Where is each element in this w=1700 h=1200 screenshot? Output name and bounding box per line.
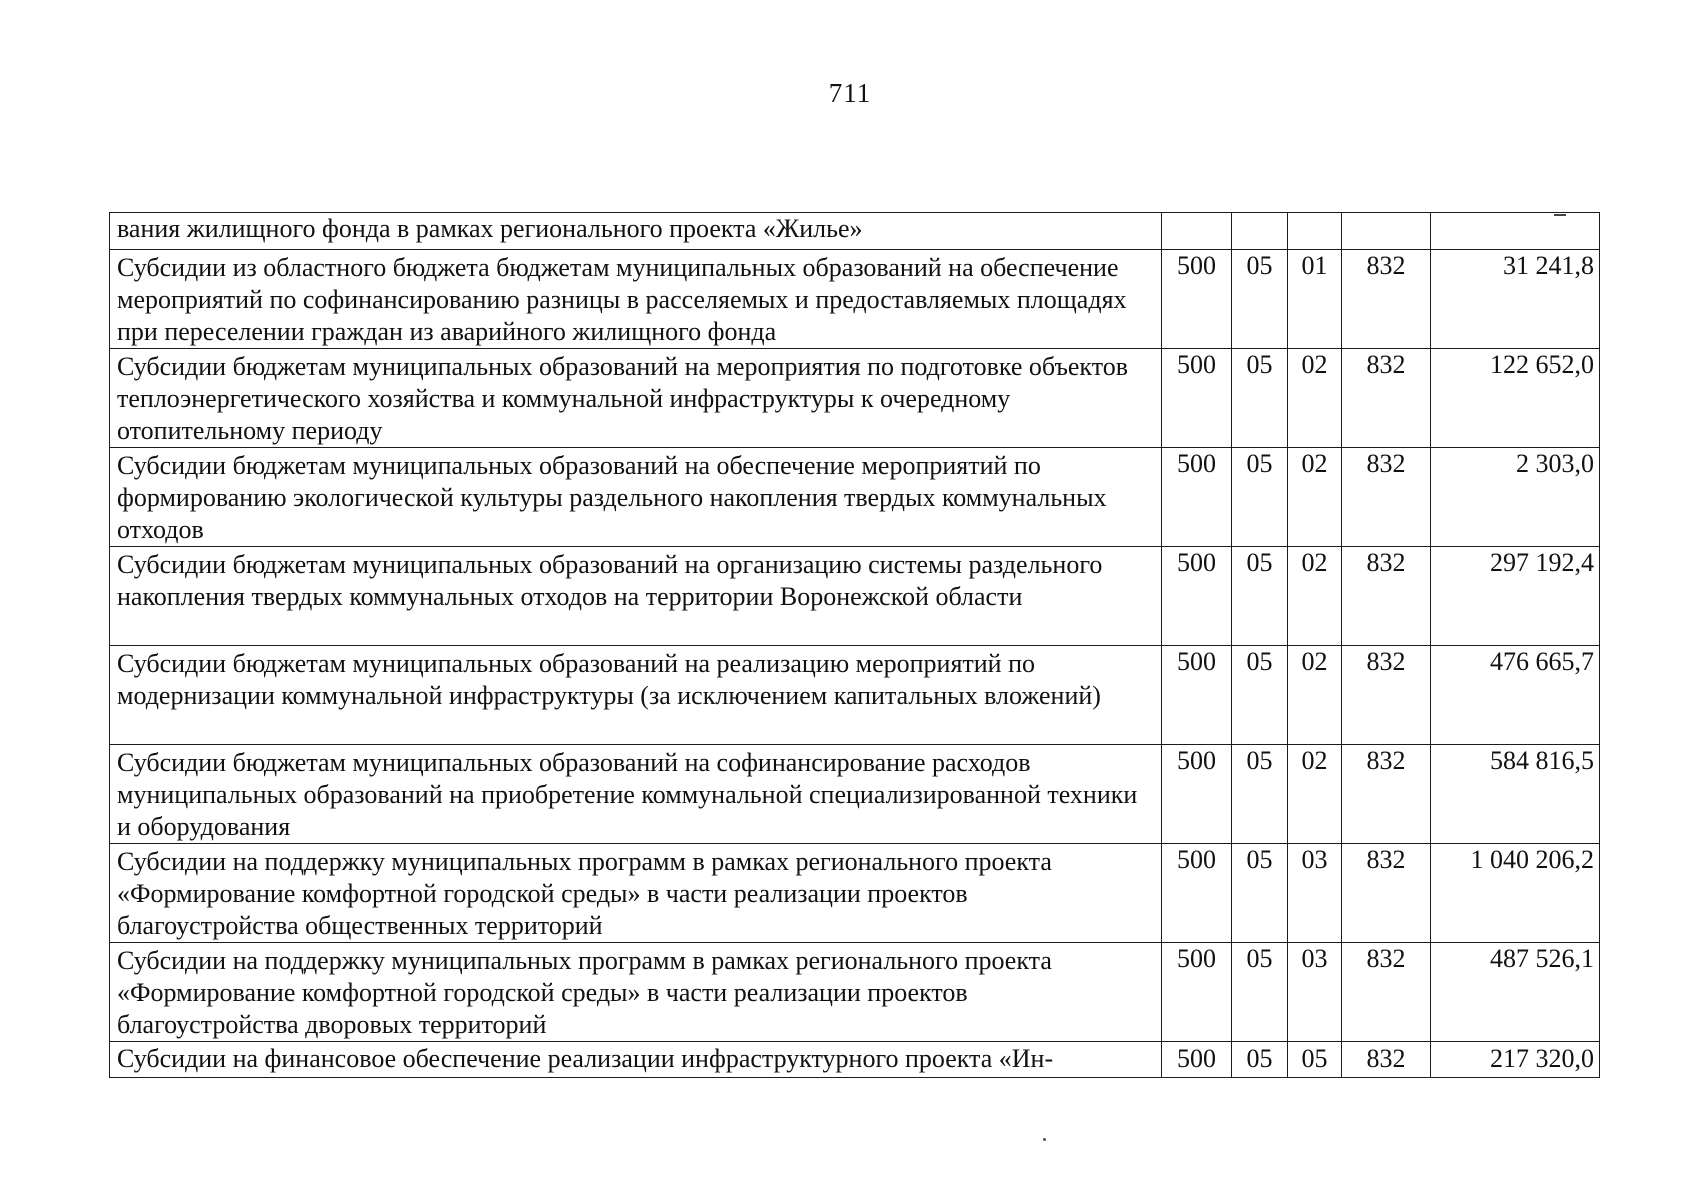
code-rz: 500	[1162, 547, 1232, 646]
amount: 31 241,8	[1431, 250, 1600, 349]
table-row	[110, 943, 1600, 1042]
code-pr: 05	[1232, 1042, 1288, 1078]
table-row	[110, 1042, 1600, 1078]
code-vr: 832	[1342, 250, 1431, 349]
code-rz: 500	[1162, 1042, 1232, 1078]
code-rz: 500	[1162, 448, 1232, 547]
expense-description: Субсидии из областного бюджета бюджетам муниципальных образований на обеспечение мероприятий по софинансированию разницы в расселяемых и предоставляемых площадях при переселении граждан из аварийного жилищного фонда	[110, 250, 1162, 349]
code-ps: 02	[1288, 646, 1342, 745]
code-vr: 832	[1342, 448, 1431, 547]
code-vr	[1342, 213, 1431, 250]
table-row	[110, 349, 1600, 448]
code-rz: 500	[1162, 844, 1232, 943]
code-vr: 832	[1342, 844, 1431, 943]
code-rz: 500	[1162, 943, 1232, 1042]
code-ps: 03	[1288, 844, 1342, 943]
expense-description: Субсидии на поддержку муниципальных программ в рамках регионального проекта «Формирование комфортной городской среды» в части реализации проектов благоустройства общественных территорий	[110, 844, 1162, 943]
code-vr: 832	[1342, 1042, 1431, 1078]
code-ps: 01	[1288, 250, 1342, 349]
code-rz: 500	[1162, 646, 1232, 745]
code-ps: 03	[1288, 943, 1342, 1042]
table-row	[110, 448, 1600, 547]
amount: 297 192,4	[1431, 547, 1600, 646]
expense-description: Субсидии бюджетам муниципальных образований на реализацию мероприятий по модернизации коммунальной инфраструктуры (за исключением капитальных вложений)	[110, 646, 1162, 745]
budget-expenditure-table	[109, 212, 1600, 1078]
code-pr	[1232, 213, 1288, 250]
amount: 1 040 206,2	[1431, 844, 1600, 943]
amount: 122 652,0	[1431, 349, 1600, 448]
code-pr: 05	[1232, 646, 1288, 745]
code-pr: 05	[1232, 547, 1288, 646]
code-pr: 05	[1232, 349, 1288, 448]
table-row	[110, 844, 1600, 943]
code-ps: 05	[1288, 1042, 1342, 1078]
expense-description: Субсидии на финансовое обеспечение реализации инфраструктурного проекта «Ин-	[110, 1042, 1162, 1078]
code-ps: 02	[1288, 448, 1342, 547]
amount: 217 320,0	[1431, 1042, 1600, 1078]
code-ps: 02	[1288, 547, 1342, 646]
code-pr: 05	[1232, 943, 1288, 1042]
amount: 487 526,1	[1431, 943, 1600, 1042]
amount: 476 665,7	[1431, 646, 1600, 745]
code-rz: 500	[1162, 349, 1232, 448]
code-vr: 832	[1342, 547, 1431, 646]
code-ps: 02	[1288, 349, 1342, 448]
code-vr: 832	[1342, 646, 1431, 745]
code-ps: 02	[1288, 745, 1342, 844]
scan-dot	[1043, 1138, 1046, 1141]
code-ps	[1288, 213, 1342, 250]
code-vr: 832	[1342, 943, 1431, 1042]
amount: 584 816,5	[1431, 745, 1600, 844]
code-vr: 832	[1342, 349, 1431, 448]
code-pr: 05	[1232, 844, 1288, 943]
code-rz: 500	[1162, 745, 1232, 844]
code-pr: 05	[1232, 250, 1288, 349]
expense-description: Субсидии бюджетам муниципальных образований на обеспечение мероприятий по формированию экологической культуры раздельного накопления твердых коммунальных отходов	[110, 448, 1162, 547]
code-pr: 05	[1232, 745, 1288, 844]
expense-description: Субсидии бюджетам муниципальных образований на софинансирование расходов муниципальных образований на приобретение коммунальной специализированной техники и оборудования	[110, 745, 1162, 844]
code-rz	[1162, 213, 1232, 250]
expense-description: Субсидии бюджетам муниципальных образований на мероприятия по подготовке объектов теплоэнергетического хозяйства и коммунальной инфраструктуры к очередному отопительному периоду	[110, 349, 1162, 448]
code-pr: 05	[1232, 448, 1288, 547]
amount: 2 303,0	[1431, 448, 1600, 547]
page-number: 711	[828, 78, 872, 108]
expense-description: Субсидии на поддержку муниципальных программ в рамках регионального проекта «Формирование комфортной городской среды» в части реализации проектов благоустройства дворовых территорий	[110, 943, 1162, 1042]
expense-description: Субсидии бюджетам муниципальных образований на организацию системы раздельного накопления твердых коммунальных отходов на территории Воронежской области	[110, 547, 1162, 646]
table-row	[110, 547, 1600, 646]
table-row	[110, 646, 1600, 745]
table-row	[110, 745, 1600, 844]
table-row	[110, 250, 1600, 349]
code-vr: 832	[1342, 745, 1431, 844]
table-row	[110, 213, 1600, 250]
code-rz: 500	[1162, 250, 1232, 349]
amount	[1431, 213, 1600, 250]
expense-description: вания жилищного фонда в рамках регионального проекта «Жилье»	[110, 213, 1162, 250]
